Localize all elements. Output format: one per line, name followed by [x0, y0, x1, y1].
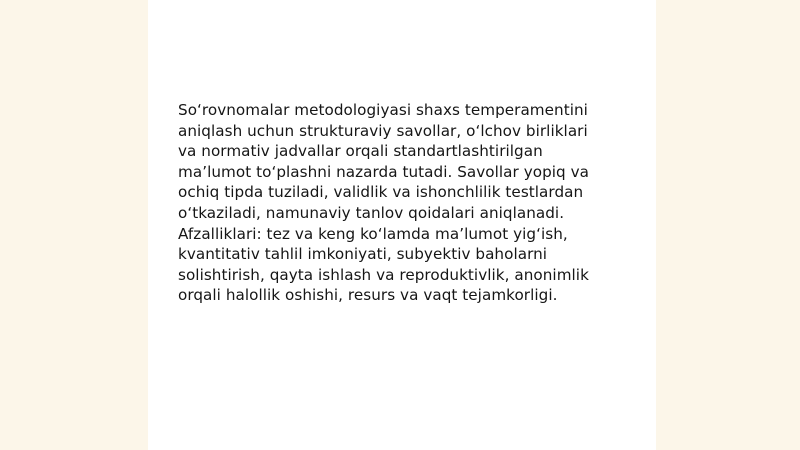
paragraph-line-2: aniqlash uchun strukturaviy savollar, o‘lchov birliklari [178, 121, 588, 140]
paragraph-line-9: solishtirish, qayta ishlash va reproduktivlik, anonimlik [178, 265, 589, 284]
paragraph-line-8: kvantitativ tahlil imkoniyati, subyektiv baholarni [178, 245, 548, 264]
paragraph-line-4: ma’lumot to‘plashni nazarda tutadi. Savollar yopiq va [178, 162, 590, 181]
paragraph-line-6: o‘tkaziladi, namunaviy tanlov qoidalari aniqlanadi. [178, 203, 565, 222]
paragraph-line-10: orqali halollik oshishi, resurs va vaqt tejamkorligi. [178, 286, 558, 305]
paragraph-line-5: ochiq tipda tuziladi, validlik va ishonchlilik testlardan [178, 183, 584, 202]
document-page [148, 0, 656, 450]
paragraph-line-1: So‘rovnomalar metodologiyasi shaxs temperamentini [178, 101, 588, 119]
paragraph-line-7: Afzalliklari: tez va keng ko‘lamda ma’lumot yig‘ish, [178, 224, 568, 243]
paragraph-line-3: va normativ jadvallar orqali standartlashtirilgan [178, 142, 543, 161]
body-paragraph [178, 100, 634, 306]
